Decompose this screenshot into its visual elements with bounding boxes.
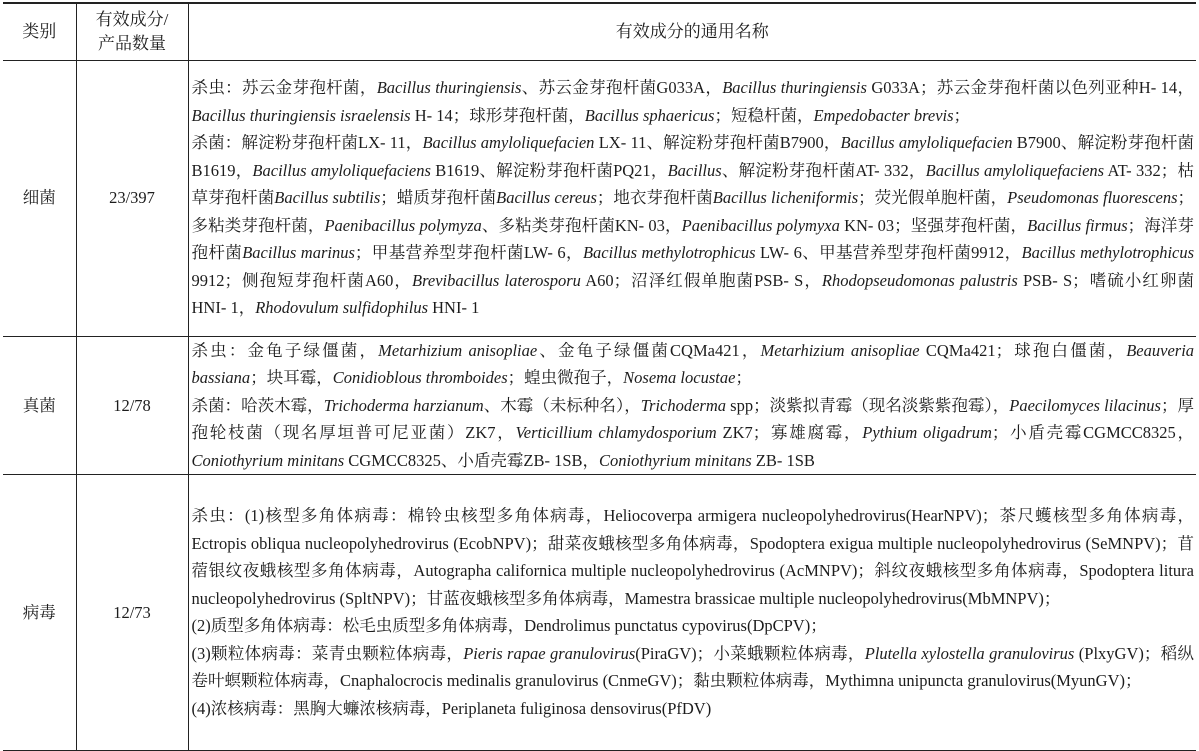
species-name-italic: Trichoderma harzianum [323, 395, 484, 415]
text-run: ； [735, 368, 752, 387]
text-run: 、金龟子绿僵菌CQMa421， [537, 340, 761, 360]
text-run: B1619、解淀粉芽孢杆菌PQ21， [430, 160, 668, 180]
text-run: ；荧光假单胞杆菌， [858, 188, 1008, 208]
text-run: LW- 6、甲基营养型芽孢杆菌9912， [755, 243, 1022, 263]
text-run: ；小盾壳霉CGMCC8325， [991, 423, 1194, 442]
names-cell [188, 475, 1196, 751]
table-row [3, 60, 1196, 336]
paragraph [192, 612, 1195, 640]
species-name-italic: Bacillus [667, 160, 722, 180]
text-run: 、多粘类芽孢杆菌KN- 03， [481, 215, 682, 235]
names-cell [188, 336, 1196, 475]
header-count-line2: 产品数量 [98, 33, 166, 53]
text-run: spp；淡紫拟青霉（现名淡紫紫孢霉）， [726, 395, 1010, 415]
text-run: 9912；侧孢短芽孢杆菌A60， [191, 270, 412, 290]
header-count-line1: 有效成分/ [95, 9, 169, 29]
species-name-italic: Brevibacillus laterosporu [411, 270, 581, 290]
text-run: ZB- 1SB [751, 450, 815, 470]
count-cell: 12/73 [76, 475, 188, 751]
species-name-italic: Bacillus amyloliquefacien [422, 133, 595, 153]
text-run: ；甲基营养型芽孢杆菌LW- 6， [354, 243, 583, 263]
paragraph [192, 74, 1195, 129]
species-name-italic: Bacillus thuringiensis [376, 78, 522, 98]
text-run: ；蝗虫微孢子， [507, 368, 624, 387]
text-run: (PiraGV)；小菜蛾颗粒体病毒， [635, 643, 865, 663]
text-run: 、苏云金芽孢杆菌G033A， [521, 78, 723, 98]
species-name-italic: Paenibacillus polymyza [324, 215, 482, 235]
text-run: 杀菌：解淀粉芽孢杆菌LX- 11， [191, 133, 423, 153]
species-name-italic: Rhodovulum sulfidophilus [255, 298, 428, 318]
text-run: ；块耳霉， [250, 368, 333, 387]
text-run: CGMCC8325、小盾壳霉ZB- 1SB， [344, 450, 600, 470]
text-run: 杀虫：金龟子绿僵菌， [191, 340, 379, 360]
species-name-italic: Trichoderma [640, 395, 727, 415]
table-row [3, 475, 1196, 751]
species-name-italic: Bacillus thuringiensis israelensis [191, 105, 411, 125]
species-name-italic: Pythium oligadrum [862, 423, 992, 442]
species-name-italic: Bacillus amyloliquefaciens [252, 160, 431, 180]
header-count [76, 3, 188, 60]
text-run: B7900、解淀粉芽孢杆菌B1619， [191, 133, 1194, 180]
text-run: (2)质型多角体病毒：松毛虫质型多角体病毒，Dendrolimus punctatus cypovirus(DpCPV)； [191, 616, 827, 636]
text-run: ；地衣芽孢杆菌 [596, 188, 713, 208]
text-run: 杀虫：苏云金芽孢杆菌， [191, 78, 377, 98]
text-run: PSB- S；嗜硫小红卵菌HNI- 1， [191, 270, 1194, 318]
paragraph [192, 337, 1195, 392]
paragraph [192, 695, 1195, 723]
species-name-italic: Pieris rapae granulovirus [463, 643, 636, 663]
species-name-italic: Plutella xylostella granulovirus [864, 643, 1075, 663]
text-run: CQMa421；球孢白僵菌， [919, 340, 1127, 360]
text-run: ；蜡质芽孢杆菌 [380, 188, 497, 208]
table-row [3, 336, 1196, 475]
text-run: ；海洋芽孢杆菌 [191, 215, 1194, 263]
species-name-italic: Coniothyrium minitans [191, 450, 345, 470]
text-run: KN- 03；坚强芽孢杆菌， [839, 215, 1028, 235]
species-name-italic: Paenibacillus polymyxa [681, 215, 840, 235]
paragraph [192, 502, 1195, 612]
table-header-row [3, 3, 1196, 60]
species-name-italic: Nosema locustae [623, 368, 736, 387]
text-run: 杀菌：哈茨木霉， [191, 395, 324, 415]
category-cell: 细菌 [3, 60, 76, 336]
species-name-italic: Bacillus subtilis [274, 188, 381, 208]
count-cell: 12/78 [76, 336, 188, 475]
species-name-italic: Bacillus sphaericus [584, 105, 715, 125]
text-run: HNI- 1 [428, 298, 480, 318]
paragraph [192, 129, 1195, 322]
header-names: 有效成分的通用名称 [188, 3, 1196, 60]
species-name-italic: Metarhizium anisopliae [760, 340, 920, 360]
text-run: AT- 332；枯草芽孢杆菌 [191, 160, 1194, 208]
text-run: G033A；苏云金芽孢杆菌以色列亚种H- 14， [866, 78, 1195, 98]
species-name-italic: Paecilomyces lilacinus [1009, 395, 1161, 415]
species-name-italic: Bacillus firmus [1027, 215, 1128, 235]
species-name-italic: Pseudomonas fluorescens [1007, 188, 1178, 208]
species-name-italic: Bacillus methylotrophicus [1021, 243, 1195, 263]
text-run: LX- 11、解淀粉芽孢杆菌B7900， [594, 133, 841, 153]
text-run: ；短稳杆菌， [714, 105, 814, 125]
species-name-italic: Bacillus amyloliquefacien [840, 133, 1013, 153]
species-name-italic: Bacillus licheniformis [712, 188, 859, 208]
species-name-italic: Verticillium chlamydosporium [515, 423, 717, 442]
paragraph [192, 640, 1195, 695]
species-name-italic: Bacillus methylotrophicus [582, 243, 756, 263]
active-ingredients-table [3, 2, 1196, 751]
species-name-italic: Conidioblous thromboides [332, 368, 508, 387]
text-run: ； [953, 105, 971, 125]
species-name-italic: Bacillus thuringiensis [722, 78, 867, 98]
text-run: (PlxyGV)；稻纵卷叶螟颗粒体病毒，Cnaphalocrocis medinalis granulovirus (CnmeGV)；黏虫颗粒体病毒，Mythimna unipuncta granulovirus(MyunGV)； [191, 643, 1194, 691]
text-run: 杀虫：(1)核型多角体病毒：棉铃虫核型多角体病毒，Heliocoverpa armigera nucleopolyhedrovirus(HearNPV)；茶尺蠖核型多角体病毒，Ectropis obliqua nucleopolyhedrovirus (EcobNPV)；甜菜夜蛾核型多角体病毒，Spodoptera exigua multiple nucleopolyhedrovirus (SeMNPV)；苜蓿银纹夜蛾核型多角体病毒，Autographa californica multiple nucleopolyhedrovirus (AcMNPV)；斜纹夜蛾核型多角体病毒，Spodoptera litura nucleopolyhedrovirus (SpltNPV)；甘蓝夜蛾核型多角体病毒，Mamestra brassicae multiple nucleopolyhedrovirus(MbMNPV)； [191, 506, 1194, 608]
species-name-italic: Bacillus cereus [496, 188, 597, 208]
species-name-italic: Metarhizium anisopliae [378, 340, 538, 360]
text-run: ；多粘类芽孢杆菌， [191, 188, 1195, 235]
text-run: ；厚孢轮枝菌（现名厚垣普可尼亚菌）ZK7， [191, 395, 1194, 442]
species-name-italic: Bacillus marinus [242, 243, 355, 263]
count-cell: 23/397 [76, 60, 188, 336]
text-run: A60；沼泽红假单胞菌PSB- S， [580, 270, 822, 290]
species-name-italic: Rhodopseudomonas palustris [821, 270, 1018, 290]
text-run: 、木霉（未标种名）， [483, 395, 641, 415]
species-name-italic: Bacillus amyloliquefaciens [925, 160, 1105, 180]
species-name-italic: Empedobacter brevis [813, 105, 954, 125]
species-name-italic: Beauveria bassiana [191, 340, 1195, 387]
category-cell: 真菌 [3, 336, 76, 475]
text-run: (3)颗粒体病毒：菜青虫颗粒体病毒， [191, 643, 464, 663]
text-run: (4)浓核病毒：黑胸大蠊浓核病毒，Periplaneta fuliginosa densovirus(PfDV) [191, 698, 712, 718]
header-category: 类别 [3, 3, 76, 60]
category-cell: 病毒 [3, 475, 76, 751]
species-name-italic: Coniothyrium minitans [599, 450, 752, 470]
text-run: 、解淀粉芽孢杆菌AT- 332， [721, 160, 926, 180]
names-cell [188, 60, 1196, 336]
paragraph [192, 392, 1195, 475]
text-run: ZK7；寡雄腐霉， [716, 423, 863, 442]
text-run: H- 14；球形芽孢杆菌， [410, 105, 585, 125]
